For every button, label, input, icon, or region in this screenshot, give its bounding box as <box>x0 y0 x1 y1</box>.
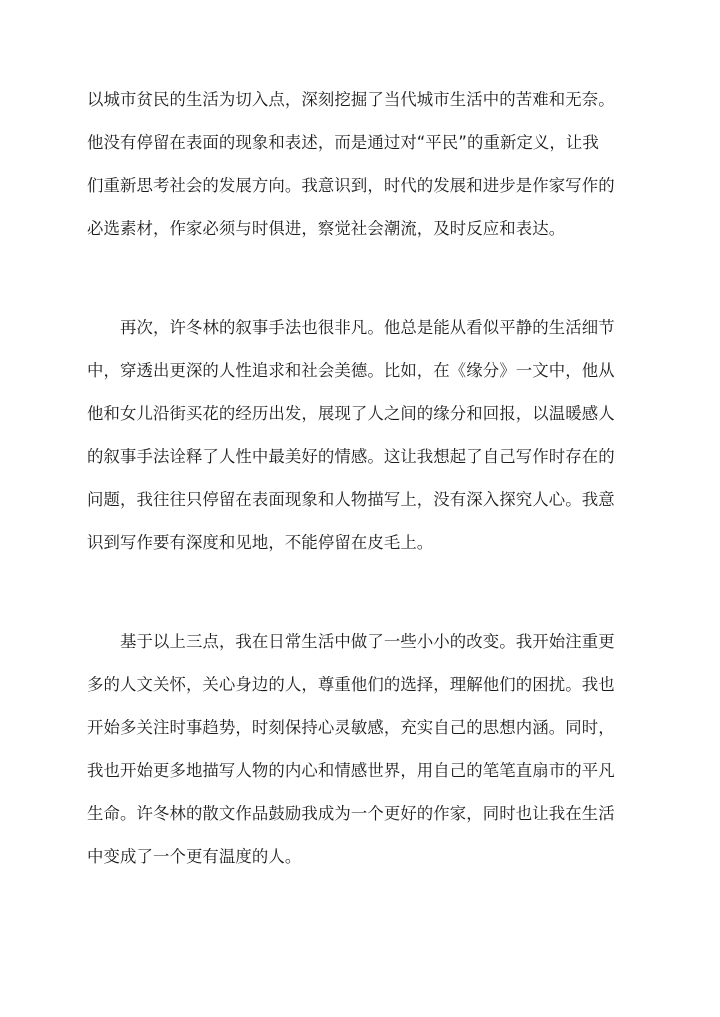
paragraph-3-line-4: 我也开始更多地描写人物的内心和情感世界，用自己的笔笔直扇市的平凡 <box>87 761 615 780</box>
paragraph-3-line-1: 基于以上三点，我在日常生活中做了一些小小的改变。我开始注重更 <box>120 632 615 651</box>
paragraph-2-line-5: 问题，我往往只停留在表面现象和人物描写上，没有深入探究人心。我意 <box>87 490 615 509</box>
paragraph-2-line-2: 中，穿透出更深的人性追求和社会美德。比如，在《缘分》一文中，他从 <box>87 361 615 380</box>
paragraph-2-line-4: 的叙事手法诠释了人性中最美好的情感。这让我想起了自己写作时存在的 <box>87 447 615 466</box>
paragraph-1-line-2: 他没有停留在表面的现象和表述，而是通过对“平民”的重新定义，让我 <box>87 133 599 152</box>
paragraph-3-line-3: 开始多关注时事趋势，时刻保持心灵敏感，充实自己的思想内涵。同时， <box>87 718 615 737</box>
paragraph-1-line-3: 们重新思考社会的发展方向。我意识到，时代的发展和进步是作家写作的 <box>87 176 615 195</box>
paragraph-2-line-6: 识到写作要有深度和见地，不能停留在皮毛上。 <box>87 533 434 552</box>
paragraph-1-line-1: 以城市贫民的生活为切入点，深刻挖掘了当代城市生活中的苦难和无奈。 <box>87 90 615 109</box>
paragraph-1-line-4: 必选素材，作家必须与时俱进，察觉社会潮流，及时反应和表达。 <box>87 219 566 238</box>
paragraph-2-line-1: 再次，许冬林的叙事手法也很非凡。他总是能从看似平静的生活细节 <box>120 318 615 337</box>
paragraph-2-line-3: 他和女儿沿街买花的经历出发，展现了人之间的缘分和回报，以温暖感人 <box>87 404 615 423</box>
paragraph-3-line-5: 生命。许冬林的散文作品鼓励我成为一个更好的作家，同时也让我在生活 <box>87 804 615 823</box>
paragraph-3-line-6: 中变成了一个更有温度的人。 <box>87 847 302 866</box>
paragraph-3-line-2: 多的人文关怀，关心身边的人，尊重他们的选择，理解他们的困扰。我也 <box>87 675 615 694</box>
